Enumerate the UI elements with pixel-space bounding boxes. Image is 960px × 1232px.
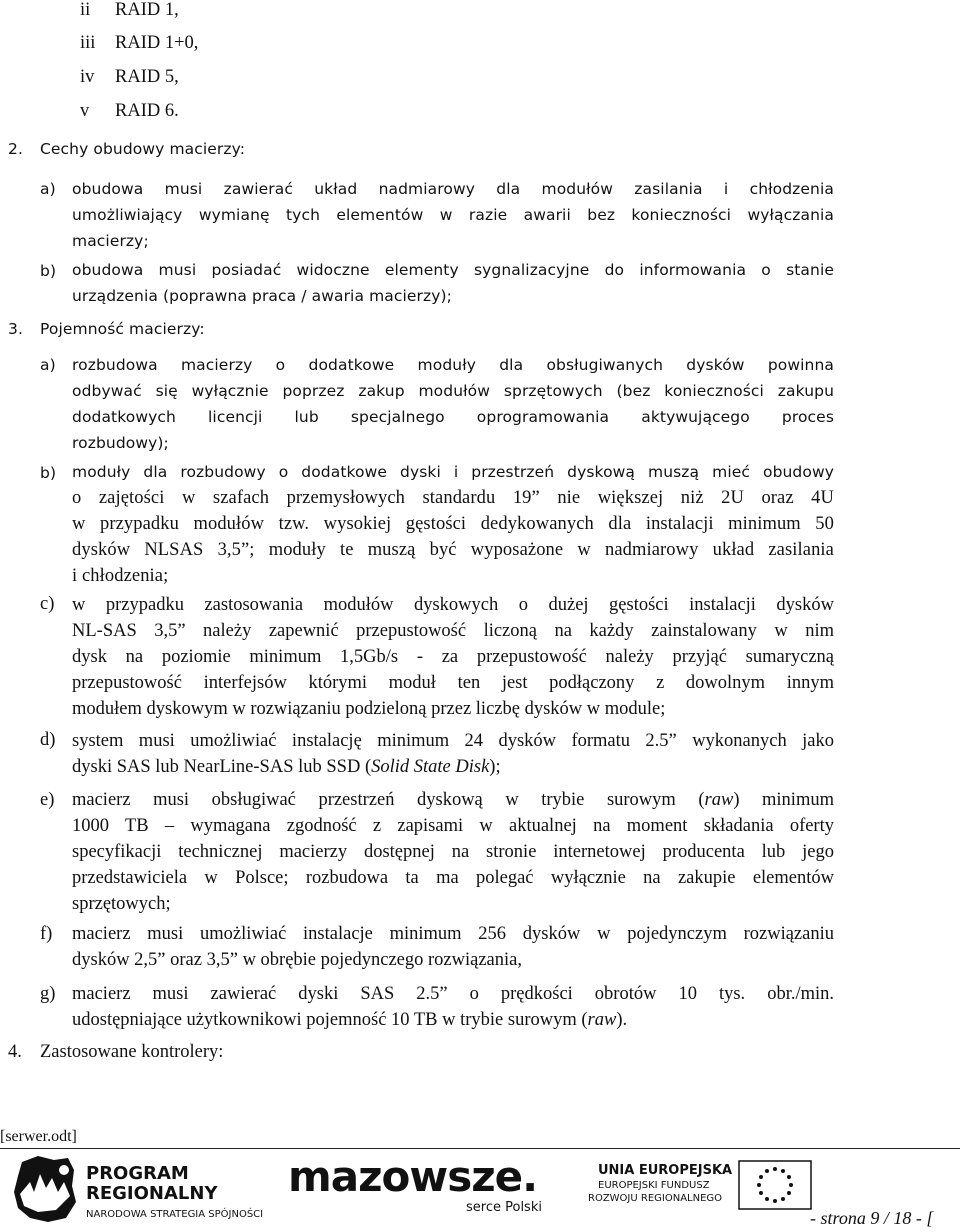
raid-item-text: RAID 1+0, (115, 33, 199, 53)
item-marker: d) (40, 730, 56, 750)
logo3-line1: UNIA EUROPEJSKA (598, 1163, 733, 1178)
raid-item-text: RAID 1, (115, 0, 179, 20)
item-marker: g) (40, 984, 56, 1004)
logo1-line3: NARODOWA STRATEGIA SPÓJNOŚCI (86, 1209, 264, 1220)
section-title: Pojemność macierzy: (40, 320, 205, 338)
item-text: obudowa musi posiadać widoczne elementy sygnalizacyjne do informowania o stanie urządzenia (poprawna praca / awaria macierzy); (72, 261, 834, 305)
section-number: 2. (8, 140, 23, 158)
item-marker: a) (40, 180, 56, 198)
item-text: obudowa musi zawierać układ nadmiarowy dla modułów zasilania i chłodzenia umożliwiający wymianę tych elementów w razie awarii bez konieczności wyłączania macierzy; (72, 180, 834, 250)
item-text: w przypadku zastosowania modułów dyskowych o dużej gęstości instalacji dysków NL-SAS 3,5” należy zapewnić przepustowość liczoną na każdy zainstalowany w nim dysk na poziomie minimum 1,5Gb/s - za przepustowość należy przyjąć sumaryczną przepustowość interfejsów którymi moduł ten jest podłączony z dowolnym innym modułem dyskowym w rozwiązaniu podzieloną przez liczbę dysków w module; (72, 595, 834, 719)
item-marker: b) (40, 262, 57, 280)
item-text: macierz musi zawierać dyski SAS 2.5” o prędkości obrotów 10 tys. obr./min. udostępniające użytkownikowi pojemność 10 TB w trybie surowym (raw). (72, 984, 834, 1030)
raid-item-marker: iv (80, 67, 95, 87)
page-number: - strona 9 / 18 - [ (810, 1208, 934, 1228)
item-text: macierz musi obsługiwać przestrzeń dyskową w trybie surowym (raw) minimum 1000 TB – wymagana zgodność z zapisami w aktualnej na moment składania oferty specyfikacji technicznej macierzy dostępnej na stronie internetowej producenta lub jego przedstawiciela w Polsce; rozbudowa ta ma polegać wyłącznie na zakupie elementów sprzętowych; (72, 790, 834, 914)
section-number: 3. (8, 320, 23, 338)
footer-rule (0, 1148, 960, 1149)
raid-item-text: RAID 6. (115, 101, 179, 121)
raid-item-marker: iii (80, 33, 96, 53)
item-marker: a) (40, 356, 56, 374)
item-marker: f) (40, 924, 53, 944)
logo2-main: mazowsze. (288, 1152, 538, 1201)
logo3-line2: EUROPEJSKI FUNDUSZ (598, 1180, 710, 1191)
item-text: moduły dla rozbudowy o dodatkowe dyski i przestrzeń dyskową muszą mieć obudowy o zajętości w szafach przemysłowych standardu 19” nie większej niż 2U oraz 4U w przypadku modułów tzw. wysokiej gęstości dedykowanych dla instalacji minimum 50 dysków NLSAS 3,5”; moduły te muszą być wyposażone w nadmiarowy układ zasilania i chłodzenia; (72, 463, 834, 586)
item-text: system musi umożliwiać instalację minimum 24 dysków formatu 2.5” wykonanych jako dyski SAS lub NearLine-SAS lub SSD (Solid State Disk); (72, 731, 834, 777)
raid-item-marker: v (80, 101, 90, 121)
raid-item-text: RAID 5, (115, 67, 179, 87)
item-marker: c) (40, 594, 55, 614)
item-text: macierz musi umożliwiać instalacje minimum 256 dysków w pojedynczym rozwiązaniu dysków 2,5” oraz 3,5” w obrębie pojedynczego rozwiązania, (72, 924, 834, 970)
logo1-line2: REGIONALNY (86, 1183, 218, 1204)
program-regionalny-logo (8, 1152, 268, 1227)
eu-logo (588, 1160, 818, 1220)
eu-flag-icon (738, 1160, 812, 1210)
item-marker: b) (40, 464, 57, 482)
section-number: 4. (8, 1042, 22, 1062)
item-text: rozbudowa macierzy o dodatkowe moduły dla obsługiwanych dysków powinna odbywać się wyłącznie poprzez zakup modułów sprzętowych (bez konieczności zakupu dodatkowych licencji lub specjalnego oprogramowania aktywującego proces rozbudowy); (72, 356, 834, 452)
section-title: Zastosowane kontrolery: (40, 1042, 224, 1062)
raid-item-marker: ii (80, 0, 91, 20)
poland-map-icon (8, 1152, 80, 1227)
logo3-line3: ROZWOJU REGIONALNEGO (588, 1193, 723, 1204)
mazowsze-logo (288, 1152, 548, 1227)
section-title: Cechy obudowy macierzy: (40, 140, 246, 158)
file-tag: [serwer.odt] (0, 1128, 77, 1145)
item-marker: e) (40, 790, 55, 810)
logo1-line1: PROGRAM (86, 1163, 189, 1184)
logo2-sub: serce Polski (466, 1200, 542, 1215)
